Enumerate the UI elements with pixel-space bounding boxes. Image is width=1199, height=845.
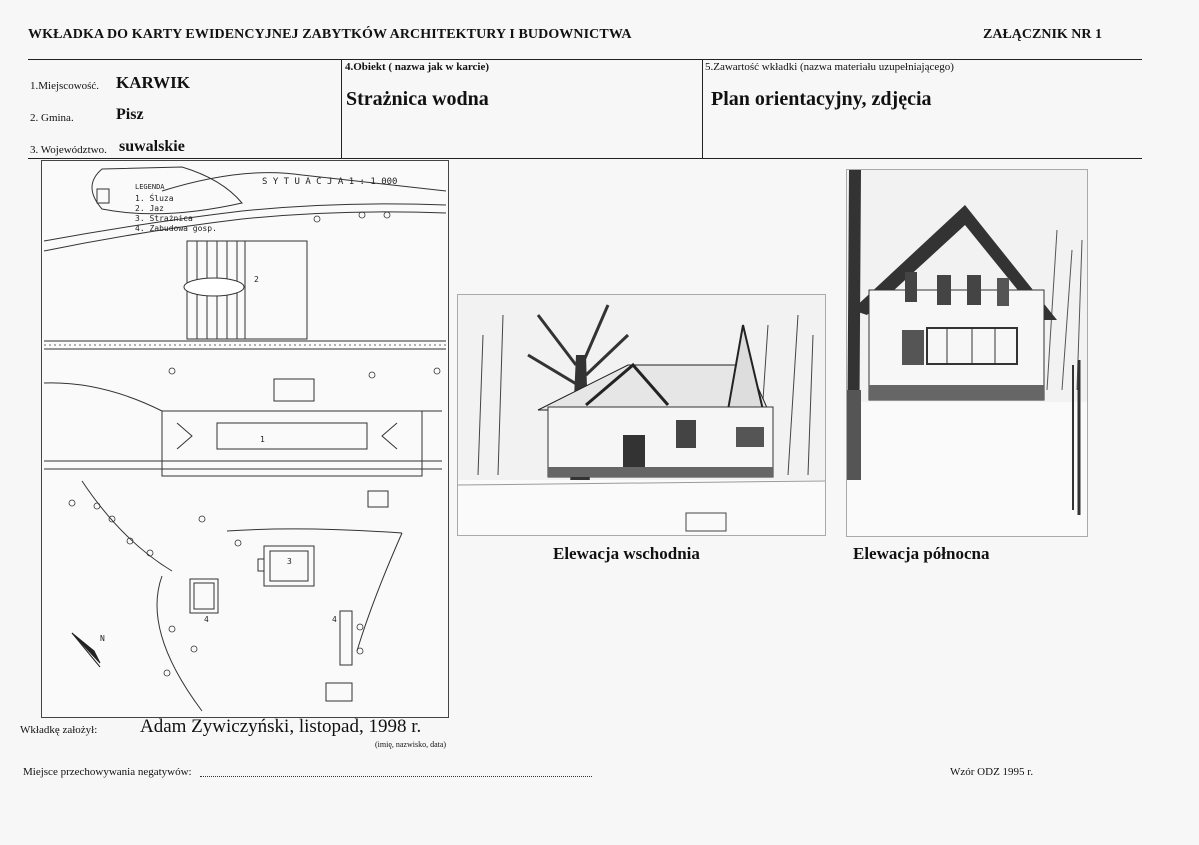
plan-legend-item-1: 1. Śluza: [135, 194, 174, 203]
table-top-line: [28, 59, 1142, 60]
plan-legend-item-2: 2. Jaz: [135, 204, 164, 213]
plan-outbuilding-2: [340, 611, 352, 665]
object-label: 4.Obiekt ( nazwa jak w karcie): [345, 61, 490, 73]
caption-east-elevation: Elewacja wschodnia: [553, 544, 700, 563]
voivodeship-value: suwalskie: [119, 138, 185, 155]
plan-road: [227, 529, 402, 533]
plan-path-left-2: [82, 481, 172, 571]
plan-bank-lock-upper: [44, 383, 442, 411]
plan-north-label: N: [100, 634, 105, 643]
negatives-dotted-line: [200, 776, 592, 777]
author-value: Adam Zywiczyński, listopad, 1998 r.: [140, 716, 422, 737]
site-plan-drawing: [42, 161, 448, 717]
table-divider-2: [702, 59, 703, 158]
content-label: 5.Zawartość wkładki (nazwa materiału uzupełniającego): [705, 61, 954, 73]
locality-value: KARWIK: [116, 73, 191, 92]
photo-east-elevation: [457, 294, 826, 536]
plan-number-4a: 4: [204, 615, 209, 624]
plan-number-3: 3: [287, 557, 292, 566]
content-value: Plan orientacyjny, zdjęcia: [711, 88, 932, 110]
caption-north-elevation: Elewacja północna: [853, 544, 990, 563]
plan-path-right: [357, 533, 402, 651]
plan-island: [92, 167, 242, 214]
locality-label: 1.Miejscowość.: [30, 80, 100, 92]
plan-legend-title: LEGENDA: [135, 183, 165, 191]
negatives-label: Miejsce przechowywania negatywów:: [23, 766, 192, 778]
plan-number-1: 1: [260, 435, 265, 444]
commune-label: 2. Gmina.: [30, 112, 74, 124]
commune-value: Pisz: [116, 106, 144, 123]
voivodeship-label: 3. Województwo.: [30, 144, 107, 156]
plan-lock: [162, 411, 422, 461]
plan-legend-item-4: 4. Zabudowa gosp.: [135, 224, 217, 233]
plan-small-building: [97, 189, 109, 203]
site-plan: [41, 160, 449, 718]
table-bottom-line: [28, 158, 1142, 159]
plan-number-2: 2: [254, 275, 259, 284]
plan-weir-basin: [245, 241, 307, 339]
plan-path-left: [157, 576, 202, 711]
form-model: Wzór ODZ 1995 r.: [950, 766, 1034, 778]
plan-rect-2: [368, 491, 388, 507]
plan-number-4b: 4: [332, 615, 337, 624]
plan-house: [264, 546, 314, 586]
plan-rect-1: [274, 379, 314, 401]
plan-rect-3: [326, 683, 352, 701]
plan-situation-label: S Y T U A C J A 1 : 1 000: [262, 177, 398, 187]
document-title: WKŁADKA DO KARTY EWIDENCYJNEJ ZABYTKÓW ARCHITEKTURY I BUDOWNICTWA: [28, 27, 632, 42]
photo-north-elevation: [846, 169, 1088, 537]
annex-label: ZAŁĄCZNIK NR 1: [983, 27, 1103, 42]
object-value: Strażnica wodna: [346, 88, 489, 110]
table-divider-1: [341, 59, 342, 158]
plan-legend-item-3: 3. Strażnica: [135, 214, 193, 223]
author-label: Wkładkę założył:: [20, 724, 98, 736]
plan-weir-pier: [184, 278, 244, 296]
author-hint: (imię, nazwisko, data): [375, 740, 447, 749]
